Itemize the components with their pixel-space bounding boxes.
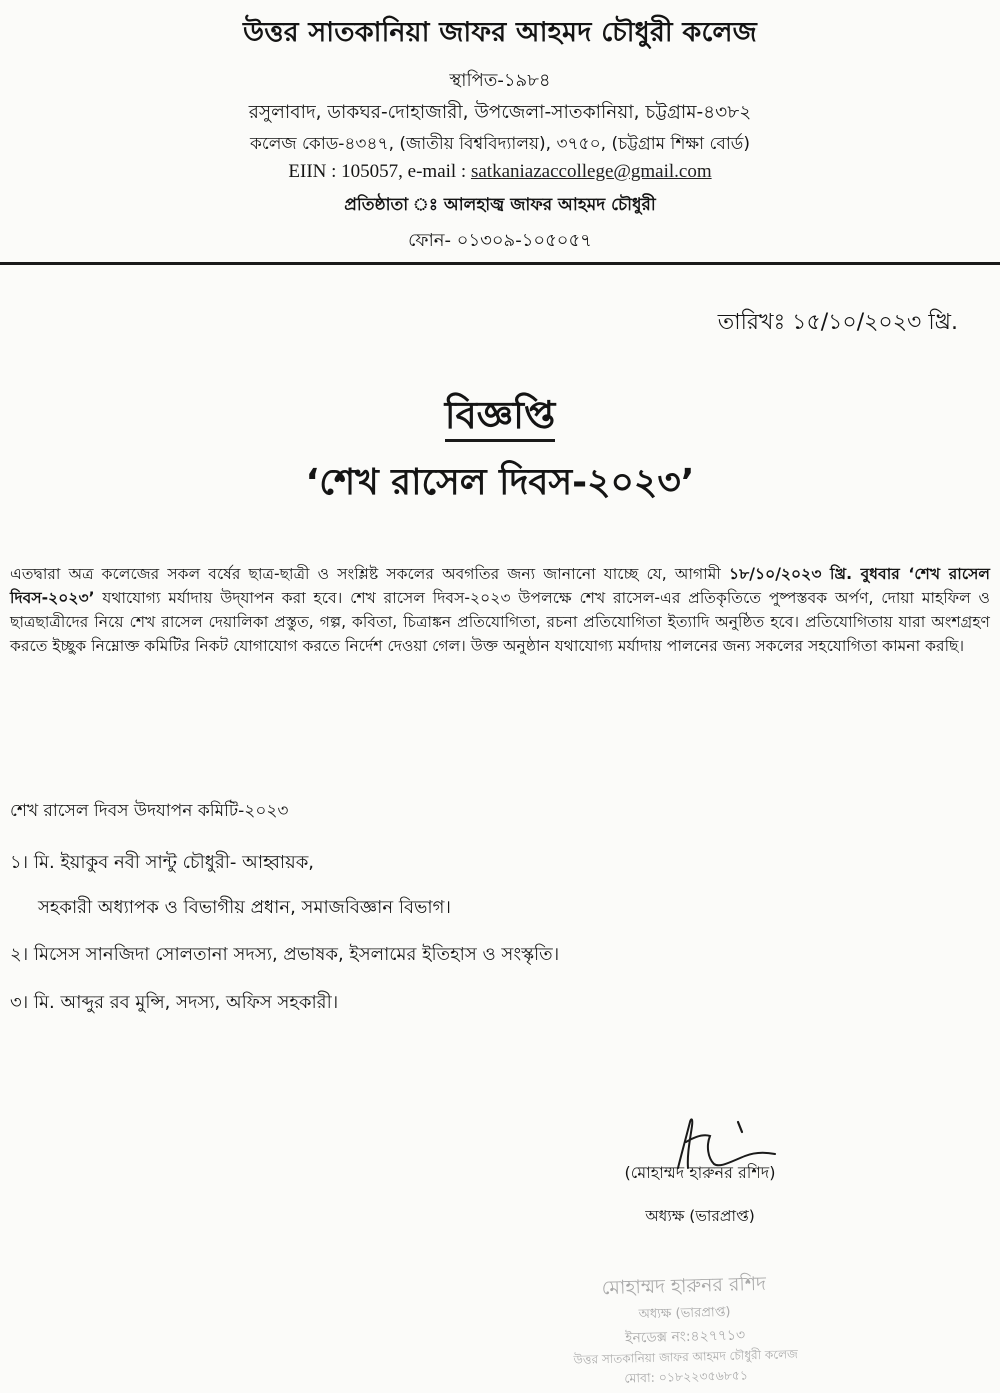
official-seal <box>534 1268 837 1393</box>
seal-name: মোহাম্মদ হারুনর রশিদ <box>601 1272 767 1300</box>
eiin-label: EIIN : 105057, e-mail : <box>288 161 471 182</box>
committee-member-2: ২। মিসেস সানজিদা সোলতানা সদস্য, প্রভাষক, ইসলামের ইতিহাস ও সংস্কৃতি। <box>10 944 560 965</box>
notice-title <box>0 386 1000 450</box>
seal-college: উত্তর সাতকানিয়া জাফর আহমদ চৌধুরী কলেজ <box>573 1347 798 1367</box>
college-address: রসুলাবাদ, ডাকঘর-দোহাজারী, উপজেলা-সাতকানিয়া, চট্টগ্রাম-৪৩৮২ <box>248 102 752 123</box>
phone-line: ফোন- ০১৩০৯-১০৫০৫৭ <box>408 230 592 251</box>
founder-line: প্রতিষ্ঠাতা ঃ আলহাজ্ব জাফর আহমদ চৌধুরী <box>344 195 656 215</box>
notice-body-part2: যথাযোগ্য মর্যাদায় উদ্‌যাপন করা হবে। শেখ রাসেল দিবস-২০২৩ উপলক্ষে শেখ রাসেল-এর প্রতিকৃতিতে পুষ্পস্তবক অর্পণ, দোয়া মাহফিল ও ছাত্রছাত্রীদের নিয়ে শেখ রাসেল দেয়ালিকা প্রস্তুত, গল্প, কবিতা, চিত্রাঙ্কন প্রতিযোগিতা, রচনা প্রতিযোগিতা ইত্যাদি অনুষ্ঠিত হবে। প্রতিযোগিতায় যারা অংশগ্রহণ করতে ইচ্ছুক নিম্নোক্ত কমিটির নিকট যোগাযোগ করতে নির্দেশ দেওয়া গেল। উক্ত অনুষ্ঠান যথাযোগ্য মর্যাদায় পালনের জন্য সকলের সহযোগিতা কামনা করছি। <box>10 589 990 655</box>
email-link[interactable]: satkaniazaccollege@gmail.com <box>470 161 712 182</box>
committee-member-3: ৩। মি. আব্দুর রব মুন্সি, সদস্য, অফিস সহকারী। <box>10 992 339 1013</box>
committee-member-1-designation: সহকারী অধ্যাপক ও বিভাগীয় প্রধান, সমাজবিজ্ঞান বিভাগ। <box>38 897 451 918</box>
header-divider <box>0 262 1000 265</box>
notice-body-bold: ১৮/১০/২০২৩ খ্রি. বুধবার ‘শেখ রাসেল দিবস-২০২৩’ <box>10 565 991 607</box>
college-code-line: কলেজ কোড-৪৩৪৭, (জাতীয় বিশ্ববিদ্যালয়), ৩৭৫০, (চট্টগ্রাম শিক্ষা বোর্ড) <box>250 134 750 154</box>
notice-body-part1: এতদ্বারা অত্র কলেজের সকল বর্ষের ছাত্র-ছাত্রী ও সংশ্লিষ্ট সকলের অবগতির জন্য জানানো যাচ্ছে যে, আগামী <box>10 565 730 583</box>
seal-index: ইনডেক্স নং:৪২৭৭১৩ <box>624 1327 746 1347</box>
notice-date: তারিখঃ ১৫/১০/২০২৩ খ্রি. <box>717 310 958 335</box>
committee-member-1: ১। মি. ইয়াকুব নবী সান্টু চৌধুরী- আহ্বায়ক, <box>10 852 315 873</box>
college-name: উত্তর সাতকানিয়া জাফর আহমদ চৌধুরী কলেজ <box>242 17 757 48</box>
notice-body <box>10 562 990 658</box>
notice-title-text: বিজ্ঞপ্তি <box>445 393 556 442</box>
established-year: স্থাপিত-১৯৮৪ <box>449 70 551 91</box>
committee-title: শেখ রাসেল দিবস উদযাপন কমিটি-২০২৩ <box>10 801 289 821</box>
eiin-email-line <box>0 161 1000 183</box>
signatory-title: অধ্যক্ষ (ভারপ্রাপ্ত) <box>645 1207 755 1225</box>
notice-subtitle: ‘শেখ রাসেল দিবস-২০২৩’ <box>305 462 695 503</box>
signatory-name: (মোহাম্মদ হারুনর রশিদ) <box>624 1163 776 1182</box>
seal-title: অধ্যক্ষ (ভারপ্রাপ্ত) <box>638 1304 731 1323</box>
seal-mobile: মোবা: ০১৮২২৩৫৬৮৫১ <box>624 1367 749 1386</box>
